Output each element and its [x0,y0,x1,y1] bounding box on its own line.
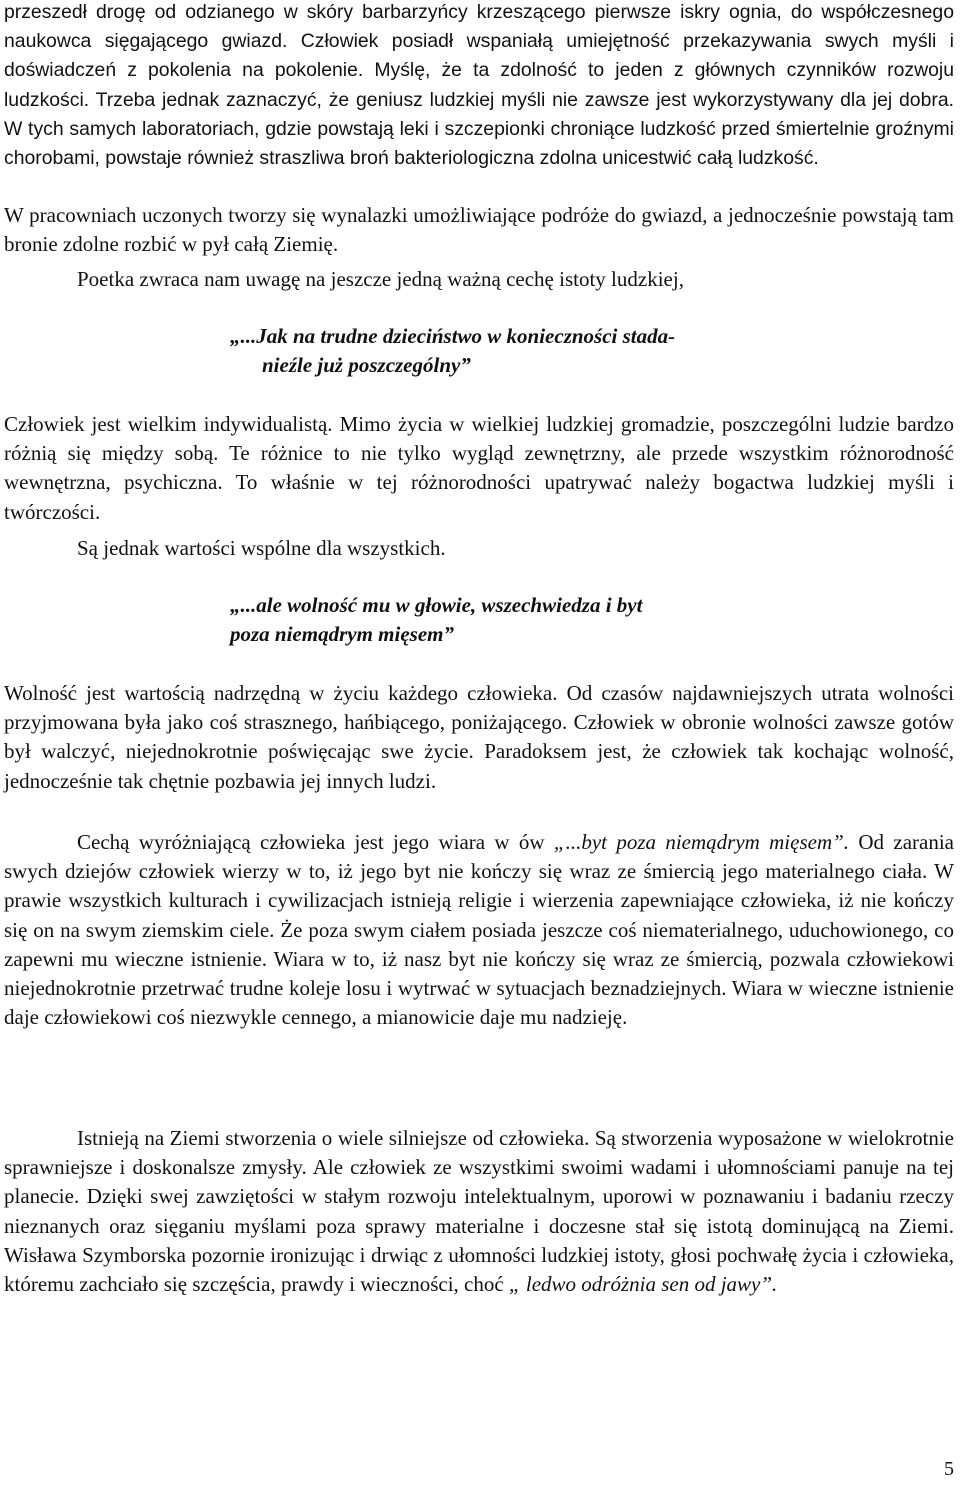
quote-1-line-1: „...Jak na trudne dzieciństwo w konieczności stada- [230,324,676,348]
paragraph-8 [4,1124,954,1299]
quote-2-line-2: poza niemądrym mięsem” [230,622,454,646]
paragraph-7-text-b: Od zarania swych dziejów człowiek wierzy w to, iż jego byt nie kończy się wraz ze śmiercią jego materialnego ciała. W prawie wszystkich kulturach i cywilizacjach istnieją religie i wierzenia zapewniające człowieka, iż nie kończy się on na swym ziemskim ciele. Że poza swym ciałem posiada jeszcze coś niematerialnego, uduchowionego, co zapewni mu wieczne istnienie. Wiara w to, iż nasz byt nie kończy się wraz ze śmiercią, pozwala człowiekowi niejednokrotnie przetrwać trudne koleje losu i wytrwać w sytuacjach beznadziejnych. Wiara w wieczne istnienie daje człowiekowi coś niezwykle cennego, a mianowicie daje mu nadzieję. [4,830,954,1030]
paragraph-7-text-a: Cechą wyróżniającą człowieka jest jego wiara w ów [77,830,554,854]
paragraph-6: Wolność jest wartością nadrzędną w życiu każdego człowieka. Od czasów najdawniejszych utrata wolności przyjmowana była jako coś strasznego, hańbiącego, poniżającego. Człowiek w obronie wolności zawsze gotów był walczyć, niejednokrotnie poświęcając swe życie. Paradoksem jest, że człowiek tak kochając wolność, jednocześnie tak chętnie pozbawia jej innych ludzi. [4,681,954,793]
quote-1-line-2: nieźle już poszczególny” [262,353,471,377]
paragraph-1: przeszedł drogę od odzianego w skóry barbarzyńcy krzeszącego pierwsze iskry ognia, do współczesnego naukowca sięgającego gwiazd. Człowiek posiadł wspaniałą umiejętność przekazywania swych myśli i doświadczeń z pokolenia na pokolenie. Myślę, że ta zdolność to jeden z głównych czynników rozwoju ludzkości. Trzeba jednak zaznaczyć, że geniusz ludzkiej myśli nie zawsze jest wykorzystywany dla jej dobra. W tych samych laboratoriach, gdzie powstają leki i szczepionki chroniące ludzkość przed śmiertelnie groźnymi chorobami, powstaje również straszliwa broń bakteriologiczna zdolna unicestwić całą ludzkość. [4,1,954,170]
paragraph-2: W pracowniach uczonych tworzy się wynalazki umożliwiające podróże do gwiazd, a jednocześnie powstają tam bronie zdolne rozbić w pył całą Ziemię. [4,203,954,257]
paragraph-8-quote: „ ledwo odróżnia sen od jawy”. [508,1272,778,1297]
paragraph-7-quote: „...byt poza niemądrym mięsem”. [553,830,850,854]
quote-2-line-1: „...ale wolność mu w głowie, wszechwiedza i byt [230,593,643,617]
paragraph-5: Są jednak wartości wspólne dla wszystkich. [77,536,446,560]
paragraph-4: Człowiek jest wielkim indywidualistą. Mimo życia w wielkiej ludzkiej gromadzie, poszczególni ludzie bardzo różnią się między sobą. Te różnice to nie tylko wygląd zewnętrzny, ale przede wszystkim różnorodność wewnętrzna, psychiczna. To właśnie w tej różnorodności upatrywać należy bogactwa ludzkiej myśli i twórczości. [4,412,954,524]
paragraph-8-text: Istnieją na Ziemi stworzenia o wiele silniejsze od człowieka. Są stworzenia wyposażone w wielokrotnie sprawniejsze i doskonalsze zmysły. Ale człowiek ze wszystkimi swoimi wadami i ułomnościami panuje na tej planecie. Dzięki swej zawziętości w stałym rozwoju intelektualnym, uporowi w poznawaniu i badaniu rzeczy nieznanych oraz sięganiu myślami poza sprawy materialne i doczesne stał się istotą dominującą na Ziemi. Wisława Szymborska pozornie ironizując i drwiąc z ułomności ludzkiej istoty, głosi pochwałę życia i człowieka, któremu zachciało się szczęścia, prawdy i wieczności, choć [4,1126,954,1297]
paragraph-3: Poetka zwraca nam uwagę na jeszcze jedną ważną cechę istoty ludzkiej, [77,267,684,291]
page-number: 5 [944,1458,954,1480]
paragraph-7 [4,828,954,1032]
